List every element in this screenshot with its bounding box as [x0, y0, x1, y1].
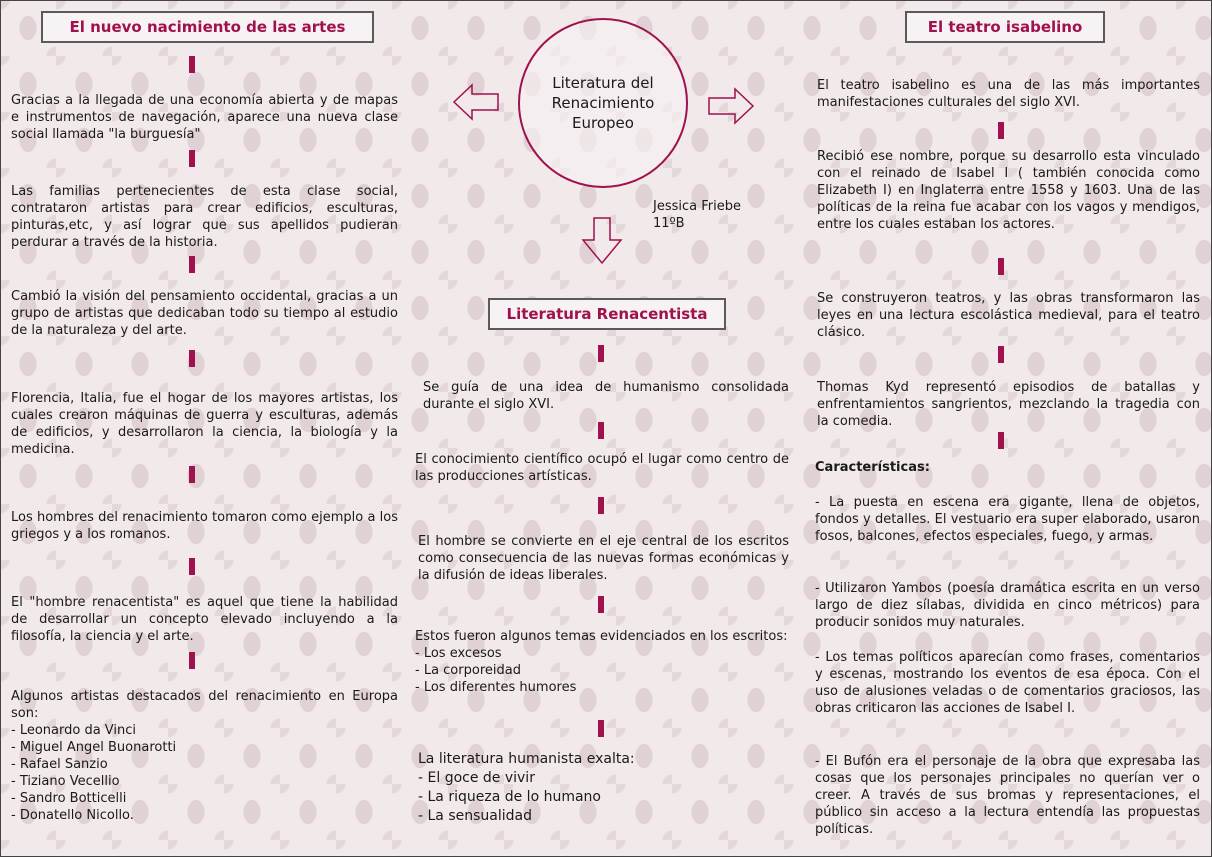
- connector-bar: [598, 345, 604, 362]
- connector-bar: [189, 56, 195, 73]
- connector-bar: [998, 346, 1004, 363]
- connector-bar: [189, 350, 195, 367]
- connector-bar: [189, 652, 195, 669]
- feature-item-2: - Utilizaron Yambos (poesía dramática escrita en un verso largo de diez sílabas, dividida en cinco métricos) para producir sonidos muy naturales.: [815, 581, 1200, 630]
- left-paragraph-4: Florencia, Italia, fue el hogar de los mayores artistas, los cuales crearon máquinas de guerra y esculturas, además de edificios, y desarrollaron la ciencia, la biología y la medicina.: [11, 391, 398, 457]
- connector-bar: [998, 122, 1004, 139]
- features-title: Características:: [815, 460, 930, 475]
- middle-paragraph-2: El conocimiento científico ocupó el lugar como centro de las producciones artísticas.: [415, 452, 789, 484]
- artists-list: [11, 688, 398, 824]
- list-item: - Tiziano Vecellio: [11, 774, 120, 789]
- left-paragraph-6: El "hombre renacentista" es aquel que tiene la habilidad de desarrollar un concepto elevado incluyendo a la filosofía, la ciencia y el arte.: [11, 595, 398, 644]
- feature-item-1: - La puesta en escena era gigante, llena de objetos, fondos y detalles. El vestuario era super elaborado, usaron fosos, balcones, efectos especiales, fuego, y armas.: [815, 495, 1200, 544]
- connector-bar: [598, 596, 604, 613]
- arrow-left-icon: [452, 82, 500, 122]
- right-paragraph-3: Se construyeron teatros, y las obras transformaron las leyes en una lectura escolástica medieval, para el teatro clásico.: [817, 291, 1200, 340]
- right-paragraph-1: El teatro isabelino es una de las más importantes manifestaciones culturales del siglo XVI.: [817, 78, 1200, 110]
- middle-column-title: Literatura Renacentista: [488, 298, 726, 330]
- connector-bar: [189, 466, 195, 483]
- list-item: - La sensualidad: [418, 808, 532, 824]
- left-paragraph-3: Cambió la visión del pensamiento occidental, gracias a un grupo de artistas que dedicaban todo su tiempo al estudio de la naturaleza y del arte.: [11, 289, 398, 338]
- arrow-right-icon: [707, 86, 755, 126]
- left-paragraph-1: Gracias a la llegada de una economía abierta y de mapas e instrumentos de navegación, aparece una nueva clase social llamada "la burguesía": [11, 93, 398, 142]
- connector-bar: [189, 558, 195, 575]
- arrow-down-icon: [580, 216, 624, 266]
- feature-item-4: - El Bufón era el personaje de la obra que expresaba las cosas que los personajes principales no querían ver o creer. A través de sus bromas y representaciones, el público sin acceso a la lectura entendía las propuestas políticas.: [815, 754, 1200, 837]
- connector-bar: [598, 422, 604, 439]
- central-topic-title: Literatura del Renacimiento Europeo: [551, 74, 655, 132]
- list-item: - La riqueza de lo humano: [418, 789, 601, 805]
- left-column-title: El nuevo nacimiento de las artes: [41, 11, 374, 43]
- connector-bar: [598, 497, 604, 514]
- list-item: - Los diferentes humores: [415, 680, 577, 695]
- right-paragraph-2: Recibió ese nombre, porque su desarrollo esta vinculado con el reinado de Isabel I ( también conocida como Elizabeth I) en Inglaterra entre 1558 y 1603. Una de las políticas de la reina fue acabar con los vagos y mendigos, entre los cuales estaban los actores.: [817, 149, 1200, 232]
- connector-bar: [998, 432, 1004, 449]
- connector-bar: [189, 150, 195, 167]
- exalt-list: [418, 750, 789, 826]
- left-paragraph-2: Las familias pertenecientes de esta clase social, contrataron artistas para crear edificios, esculturas, pinturas,etc, y así lograr que sus apellidos pudieran perdurar a través de la historia.: [11, 184, 398, 250]
- list-item: - Donatello Nicollo.: [11, 808, 134, 823]
- middle-paragraph-1: Se guía de una idea de humanismo consolidada durante el siglo XVI.: [423, 380, 789, 412]
- feature-item-3: - Los temas políticos aparecían como frases, comentarios y escenas, mostrando los eventos de esa época. Con el uso de alusiones veladas o de comentarios graciosos, las obras criticaron las acciones de Isabel I.: [815, 650, 1200, 716]
- exalt-intro: La literatura humanista exalta:: [418, 751, 635, 767]
- author-name: Jessica Friebe: [653, 199, 741, 214]
- themes-intro: Estos fueron algunos temas evidenciados en los escritos:: [415, 629, 788, 644]
- left-paragraph-5: Los hombres del renacimiento tomaron como ejemplo a los griegos y a los romanos.: [11, 510, 398, 542]
- author-block: [653, 198, 763, 232]
- list-item: - Miguel Angel Buonarotti: [11, 740, 177, 755]
- artists-intro: Algunos artistas destacados del renacimiento en Europa son:: [11, 689, 398, 721]
- list-item: - Rafael Sanzio: [11, 757, 108, 772]
- list-item: - El goce de vivir: [418, 770, 535, 786]
- connector-bar: [998, 258, 1004, 275]
- right-paragraph-4: Thomas Kyd representó episodios de batallas y enfrentamientos sangrientos, mezclando la tragedia con la comedia.: [817, 380, 1200, 429]
- list-item: - Sandro Botticelli: [11, 791, 127, 806]
- connector-bar: [598, 720, 604, 737]
- right-column-title: El teatro isabelino: [905, 11, 1105, 43]
- list-item: - Leonardo da Vinci: [11, 723, 137, 738]
- middle-paragraph-3: El hombre se convierte en el eje central de los escritos como consecuencia de las nuevas formas económicas y la difusión de ideas liberales.: [418, 534, 789, 583]
- list-item: - Los excesos: [415, 646, 502, 661]
- author-class: 11ºB: [653, 216, 685, 231]
- connector-bar: [189, 256, 195, 273]
- central-topic-circle: [518, 18, 688, 188]
- themes-list: [415, 628, 789, 696]
- list-item: - La corporeidad: [415, 663, 521, 678]
